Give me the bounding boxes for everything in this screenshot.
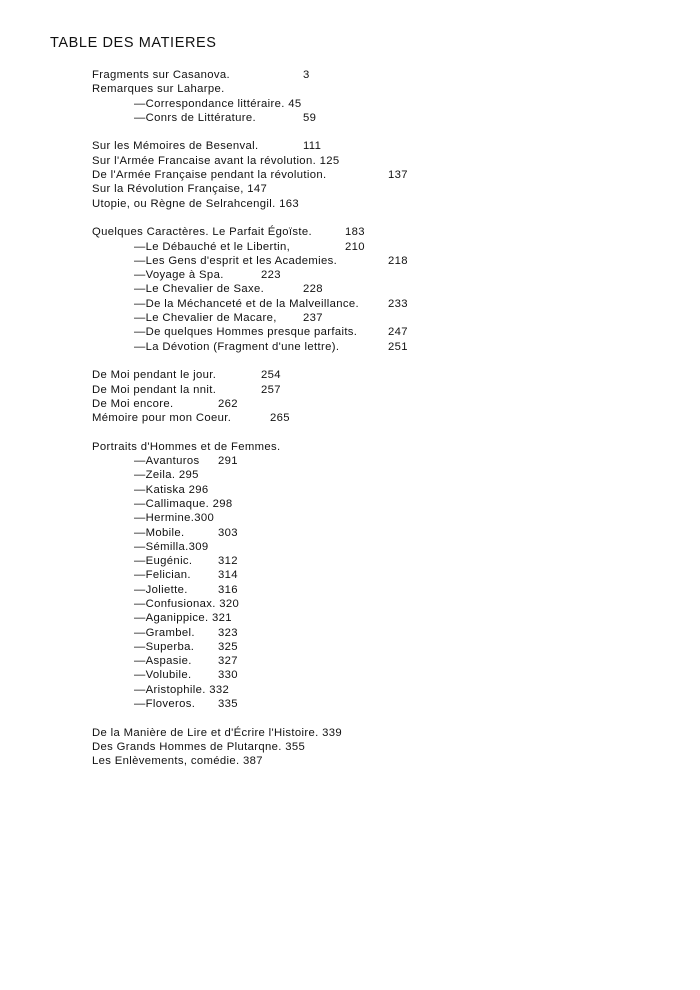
toc-entry [92,397,672,411]
toc-entry [92,726,672,740]
entry-title: —Sémilla. [134,540,189,553]
toc-subentry [92,240,672,254]
entry-title: Fragments sur Casanova. [92,69,231,81]
entry-title: —Joliette. [134,583,188,596]
entry-title: —Aspasie. [134,655,192,668]
toc-subentry [92,282,672,296]
entry-title: —Volubile. [134,669,192,682]
entry-title: —Le Chevalier de Saxe. [134,283,265,296]
entry-title: —Grambel. [134,626,195,639]
entry-title: Sur l'Armée Francaise avant la révolution. [92,154,317,167]
toc-section [92,225,672,354]
entry-title: De la Manière de Lire et d'Écrire l'Histoire. [92,726,319,739]
toc-subentry [92,640,672,654]
entry-title: Portraits d'Hommes et de Femmes. [92,440,281,453]
page-number: 233 [388,297,408,310]
toc-subentry [92,454,672,468]
page-number: 316 [218,583,238,596]
toc-entry [92,440,672,454]
page-number: 223 [261,269,281,282]
toc-entry [92,154,672,168]
entry-title: —Zeila. [134,469,176,482]
entry-title: De l'Armée Française pendant la révolution. [92,169,327,182]
page-number: 163 [279,197,300,210]
entry-title: —Conrs de Littérature. [134,111,256,124]
toc-entry [92,368,672,382]
entry-title: —La Dévotion (Fragment d'une lettre). [134,340,340,353]
entry-title: —De la Méchanceté et de la Malveillance. [134,297,359,310]
toc-entry [92,754,672,768]
page-number: 125 [319,154,340,167]
page-number: 247 [388,326,408,339]
entry-title: —Les Gens d'esprit et les Academies. [134,254,338,267]
page-number: 262 [218,397,238,410]
page-number: 296 [188,483,209,496]
page-number: 300 [194,512,215,525]
toc-entry [92,411,672,425]
toc-subentry [92,297,672,311]
entry-title: Utopie, ou Règne de Selrahcengil. [92,197,276,210]
toc-entry [92,139,672,153]
toc-subentry [92,468,672,482]
page-number: 325 [218,640,238,653]
entry-title: Les Enlèvements, comédie. [92,755,240,768]
toc-subentry [92,340,672,354]
entry-title: —Hermine. [134,512,195,525]
page-number: 309 [188,540,209,553]
page-number: 327 [218,655,238,668]
entry-title: —Le Débauché et le Libertin, [134,240,291,253]
entry-title: —Aristophile. [134,683,206,696]
toc-subentry [92,268,672,282]
toc-subentry [92,554,672,568]
entry-title: —Floveros. [134,698,196,711]
page-number: 295 [178,469,199,482]
toc-subentry [92,97,672,111]
page-number: 228 [303,283,323,296]
toc-subentry [92,526,672,540]
page-number: 218 [388,254,408,267]
entry-title: De Moi pendant la nnit. [92,383,217,396]
page-number: 251 [388,340,408,353]
toc-subentry [92,668,672,682]
toc-entry [92,383,672,397]
page-number: 254 [261,369,281,382]
entry-title: —Eugénic. [134,555,193,568]
entry-title: Quelques Caractères. Le Parfait Égoïste. [92,226,312,239]
page-number: 387 [243,755,263,768]
entry-title: De Moi encore. [92,397,174,410]
page-number: 265 [270,412,290,425]
entry-title: —De quelques Hommes presque parfaits. [134,326,358,339]
entry-title: Mémoire pour mon Coeur. [92,412,232,425]
page-number: 330 [218,669,238,682]
page-number: 183 [345,226,365,239]
toc-subentry [92,568,672,582]
toc-subentry [92,311,672,325]
toc-subentry [92,511,672,525]
toc-entry [92,197,672,211]
entry-title: —Confusionax. [134,597,216,610]
page-number: 314 [218,569,238,582]
entry-title: Sur les Mémoires de Besenval. [92,140,259,153]
entry-title: De Moi pendant le jour. [92,369,217,382]
page-number: 303 [218,526,238,539]
page-number: 321 [212,612,232,625]
page-number: 147 [247,183,268,196]
entry-title: Sur la Révolution Française, [92,183,244,196]
toc-subentry [92,626,672,640]
toc-subentry [92,683,672,697]
toc-section [92,68,672,125]
toc-entry [92,182,672,196]
toc-subentry [92,483,672,497]
entry-title: —Superba. [134,640,195,653]
page-number: 257 [261,383,281,396]
toc-entry [92,68,672,82]
entry-title: —Callimaque. [134,497,210,510]
toc-subentry [92,540,672,554]
page-number: 320 [219,597,240,610]
entry-title: —Le Chevalier de Macare, [134,312,277,325]
entry-title: —Felician. [134,569,191,582]
entry-title: —Katiska [134,483,186,496]
entry-title: Remarques sur Laharpe. [92,83,225,96]
page-number: 45 [288,97,302,110]
toc-entry [92,168,672,182]
page-number: 137 [388,169,408,182]
page-number: 323 [218,626,238,639]
entry-title: —Aganippice. [134,612,209,625]
toc-subentry [92,597,672,611]
page-number: 111 [303,140,322,153]
page-number: 355 [285,740,306,753]
toc-subentry [92,497,672,511]
toc-subentry [92,697,672,711]
entry-title: —Correspondance littéraire. [134,97,285,110]
toc-entry [92,82,672,96]
toc-subentry [92,611,672,625]
entry-title: —Mobile. [134,526,185,539]
page-number: 332 [209,683,230,696]
page-number: 59 [303,111,317,124]
toc-section [92,139,672,210]
page-number: 312 [218,555,238,568]
toc-subentry [92,254,672,268]
toc-section [92,440,672,712]
page-number: 339 [322,726,343,739]
entry-title: Des Grands Hommes de Plutarqne. [92,740,282,753]
page-number: 298 [212,497,233,510]
entry-title: —Voyage à Spa. [134,269,224,282]
toc-section [92,726,672,769]
toc-entry [92,740,672,754]
entry-title: —Avanturos [134,455,200,468]
page-number: 210 [345,240,365,253]
toc-subentry [92,583,672,597]
page-number: 291 [218,455,238,468]
page-title: TABLE DES MATIERES [50,35,217,51]
toc-section [92,368,672,425]
page-number: 335 [218,698,238,711]
page-number: 237 [303,312,323,325]
table-of-contents [92,68,672,769]
page-number: 3 [303,69,310,81]
toc-subentry [92,654,672,668]
toc-entry [92,225,672,239]
toc-subentry [92,325,672,339]
toc-subentry [92,111,672,125]
